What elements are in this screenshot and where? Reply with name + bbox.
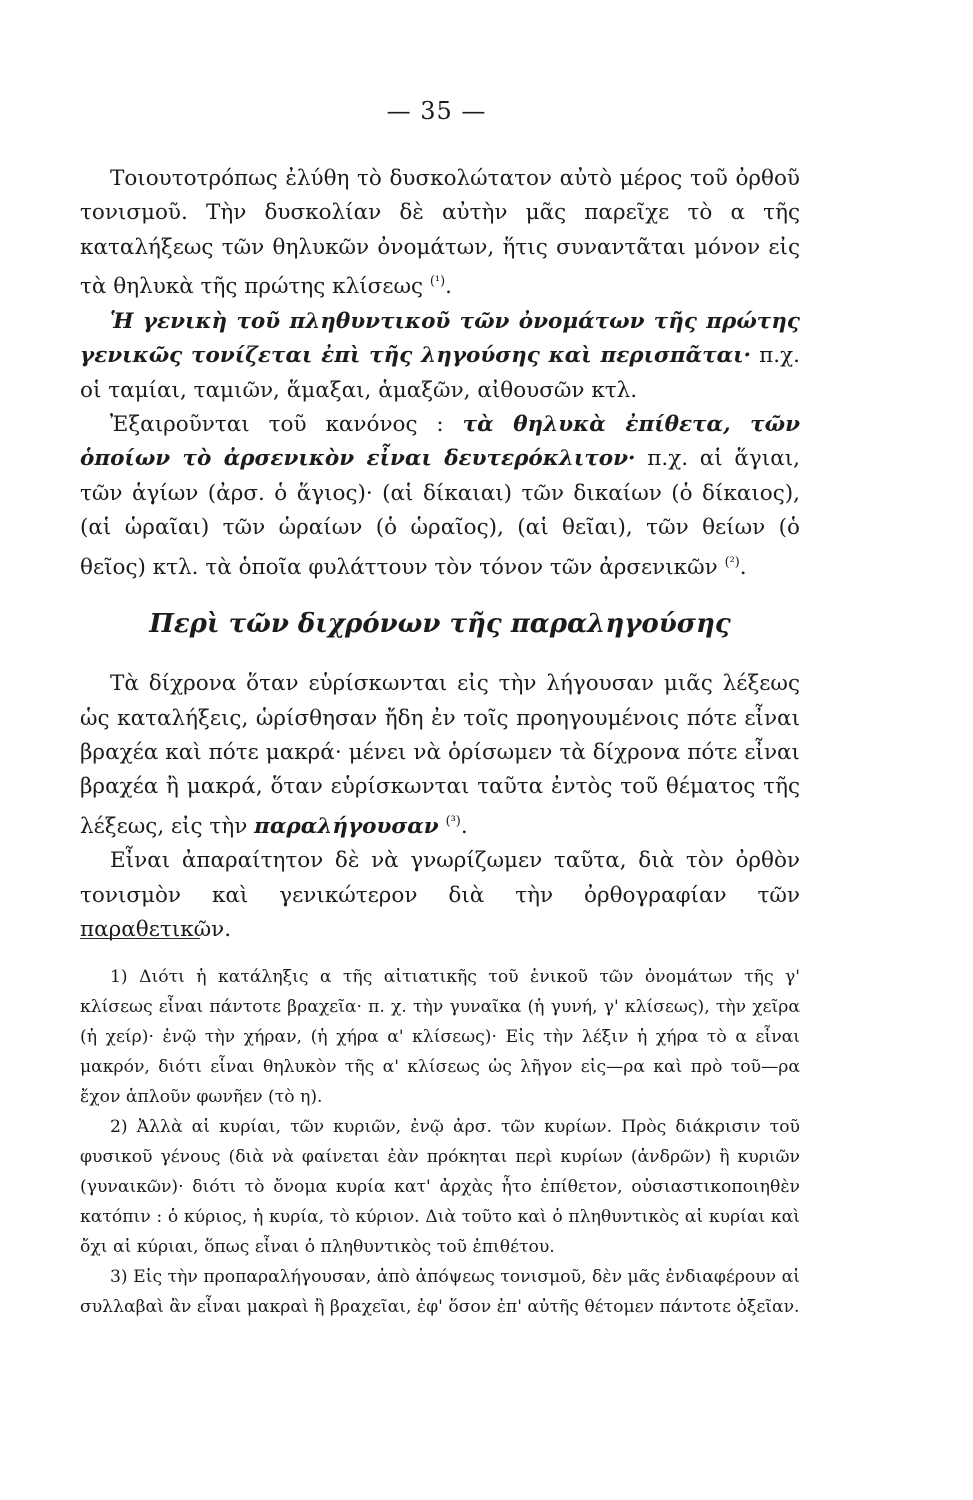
footnote-ref-2: (²) <box>724 554 740 570</box>
paragraph-2 <box>80 305 800 408</box>
page-number: — 35 — <box>386 97 487 125</box>
footnote-ref-3: (³) <box>445 813 461 829</box>
section-heading: Περὶ τῶν διχρόνων τῆς παραληγούσης <box>149 609 731 640</box>
main-text <box>80 162 800 948</box>
paragraph-2-examples: π.χ. οἱ ταμίαι, ταμιῶν, ἅμαξαι, ἁμαξῶν, αἰθουσῶν κτλ. <box>80 343 800 403</box>
paragraph-5: Εἶναι ἀπαραίτητον δὲ νὰ γνωρίζωμεν ταῦτα, διὰ τὸν ὀρθὸν τονισμὸν καὶ γενικώτερον διὰ τὴν ὀρθογραφίαν τῶν παραθετικῶν. <box>80 848 800 943</box>
rule-genitive-plural: Ἡ γενικὴ τοῦ πληθυντικοῦ τῶν ὀνομάτων τῆς πρώτης γενικῶς τονίζεται ἐπὶ τῆς ληγούσης καὶ περισπᾶται· <box>80 308 800 369</box>
paragraph-1: Τοιουτοτρόπως ἐλύθη τὸ δυσκολώτατον αὐτὸ μέρος τοῦ ὀρθοῦ τονισμοῦ. Τὴν δυσκολίαν δὲ αὐτὴν μᾶς παρεῖχε τὸ α τῆς καταλήξεως τῶν θηλυκῶν ὀνομάτων, ἥτις συναντᾶται μόνον εἰς τὰ θηλυκὰ τῆς πρώτης κλίσεως $^{(^1)}$. <box>80 166 800 300</box>
rule-exception: τὰ θηλυκὰ ἐπίθετα, τῶν ὁποίων τὸ ἀρσενικὸν εἶναι δευτερόκλιτον· <box>80 412 800 472</box>
paragraph-1-text: Τοιουτοτρόπως ἐλύθη τὸ δυσκολώτατον αὐτὸ μέρος τοῦ ὀρθοῦ τονισμοῦ. Τὴν δυσκολίαν δὲ αὐτὴν μᾶς παρεῖχε τὸ α τῆς καταλήξεως τῶν θηλυκῶν ὀνομάτων, ἥτις συναντᾶται μόνον εἰς τὰ θηλυκὰ τῆς πρώτης κλίσεως <box>80 166 800 300</box>
footnote-ref-1: (¹) <box>429 274 446 290</box>
term-paralegousa: παραλήγουσαν <box>254 813 439 839</box>
footnote-1: 1) Διότι ἡ κατάληξις α τῆς αἰτιατικῆς τοῦ ἑνικοῦ τῶν ὀνομάτων τῆς γ' κλίσεως εἶναι πάντοτε βραχεῖα· π. χ. τὴν γυναῖκα (ἡ γυνή, γ' κλίσεως), τὴν χεῖρα (ἡ χείρ)· ἐνῷ τὴν χήραν, (ἡ χήρα α' κλίσεως)· Εἰς τὴν λέξιν ἡ χήρα τὸ α εἶναι μακρόν, διότι εἶναι θηλυκὸν τῆς α' κλίσεως ὡς λῆγον εἰς—ρα καὶ πρὸ τοῦ—ρα ἔχον ἁπλοῦν φωνῆεν (τὸ η). <box>80 967 800 1107</box>
paragraph-3-lead: Ἐξαιροῦνται τοῦ κανόνος : <box>110 412 463 437</box>
paragraph-3-rest: π.χ. αἱ ἅγιαι, τῶν ἁγίων (ἀρσ. ὁ ἅγιος)· (αἱ δίκαιαι) τῶν δικαίων (ὁ δίκαιος), (αἱ ὡραῖαι) τῶν ὡραίων (ὁ ὡραῖος), (αἱ θεῖαι), τῶν θείων (ὁ θεῖος) κτλ. τὰ ὁποῖα φυλάττουν τὸν τόνον τῶν ἀρσενικῶν <box>80 446 800 580</box>
paragraph-4: Τὰ δίχρονα ὅταν εὑρίσκωνται εἰς τὴν λήγουσαν μιᾶς λέξεως ὡς καταλήξεις, ὡρίσθησαν ἤδη ἐν τοῖς προηγουμένοις πότε εἶναι βραχέα καὶ πότε μακρά· μένει νὰ ὁρίσωμεν τὰ δίχρονα πότε εἶναι βραχέα ἢ μακρά, ὅταν εὑρίσκωνται ταῦτα ἐντὸς τοῦ θέματος τῆς λέξεως, εἰς τὴν παραλήγουσαν $^{(^3)}$. <box>80 671 800 839</box>
footnotes <box>80 962 800 1322</box>
footnote-2: 2) Ἀλλὰ αἱ κυρίαι, τῶν κυριῶν, ἐνῷ ἀρσ. τῶν κυρίων. Πρὸς διάκρισιν τοῦ φυσικοῦ γένους (διὰ νὰ φαίνεται ἐὰν πρόκηται περὶ κυρίων (ἀνδρῶν) ἢ κυριῶν (γυναικῶν)· διότι τὸ ὄνομα κυρία κατ' ἀρχὰς ἦτο ἐπίθετον, οὐσιαστικοποιηθὲν κατόπιν : ὁ κύριος, ἡ κυρία, τὸ κύριον. Διὰ τοῦτο καὶ ὁ πληθυντικὸς αἱ κυρίαι καὶ ὄχι αἱ κύριαι, ὅπως εἶναι ὁ πληθυντικὸς τοῦ ἐπιθέτου. <box>80 1117 800 1257</box>
paragraph-3: Ἐξαιροῦνται τοῦ κανόνος : τὰ θηλυκὰ ἐπίθετα, τῶν ὁποίων τὸ ἀρσενικὸν εἶναι δευτερόκλιτον· π.χ. αἱ ἅγιαι, τῶν ἁγίων (ἀρσ. ὁ ἅγιος)· (αἱ δίκαιαι) τῶν δικαίων (ὁ δίκαιος), (αἱ ὡραῖαι) τῶν ὡραίων (ὁ ὡραῖος), (αἱ θεῖαι), τῶν θείων (ὁ θεῖος) κτλ. τὰ ὁποῖα φυλάττουν τὸν τόνον τῶν ἀρσενικῶν $^{(^2)}$. <box>80 412 800 580</box>
footnote-divider <box>80 938 200 939</box>
footnote-3: 3) Εἰς τὴν προπαραλήγουσαν, ἀπὸ ἀπόψεως τονισμοῦ, δὲν μᾶς ἐνδιαφέρουν αἱ συλλαβαὶ ἂν εἶναι μακραὶ ἢ βραχεῖαι, ἐφ' ὅσον ἐπ' αὐτῆς θέτομεν πάντοτε ὀξεῖαν. <box>80 1267 800 1317</box>
paragraph-4-text: Τὰ δίχρονα ὅταν εὑρίσκωνται εἰς τὴν λήγουσαν μιᾶς λέξεως ὡς καταλήξεις, ὡρίσθησαν ἤδη ἐν τοῖς προηγουμένοις πότε εἶναι βραχέα καὶ πότε μακρά· μένει νὰ ὁρίσωμεν τὰ δίχρονα πότε εἶναι βραχέα ἢ μακρά, ὅταν εὑρίσκωνται ταῦτα ἐντὸς τοῦ θέματος τῆς λέξεως, εἰς τὴν <box>80 671 800 839</box>
